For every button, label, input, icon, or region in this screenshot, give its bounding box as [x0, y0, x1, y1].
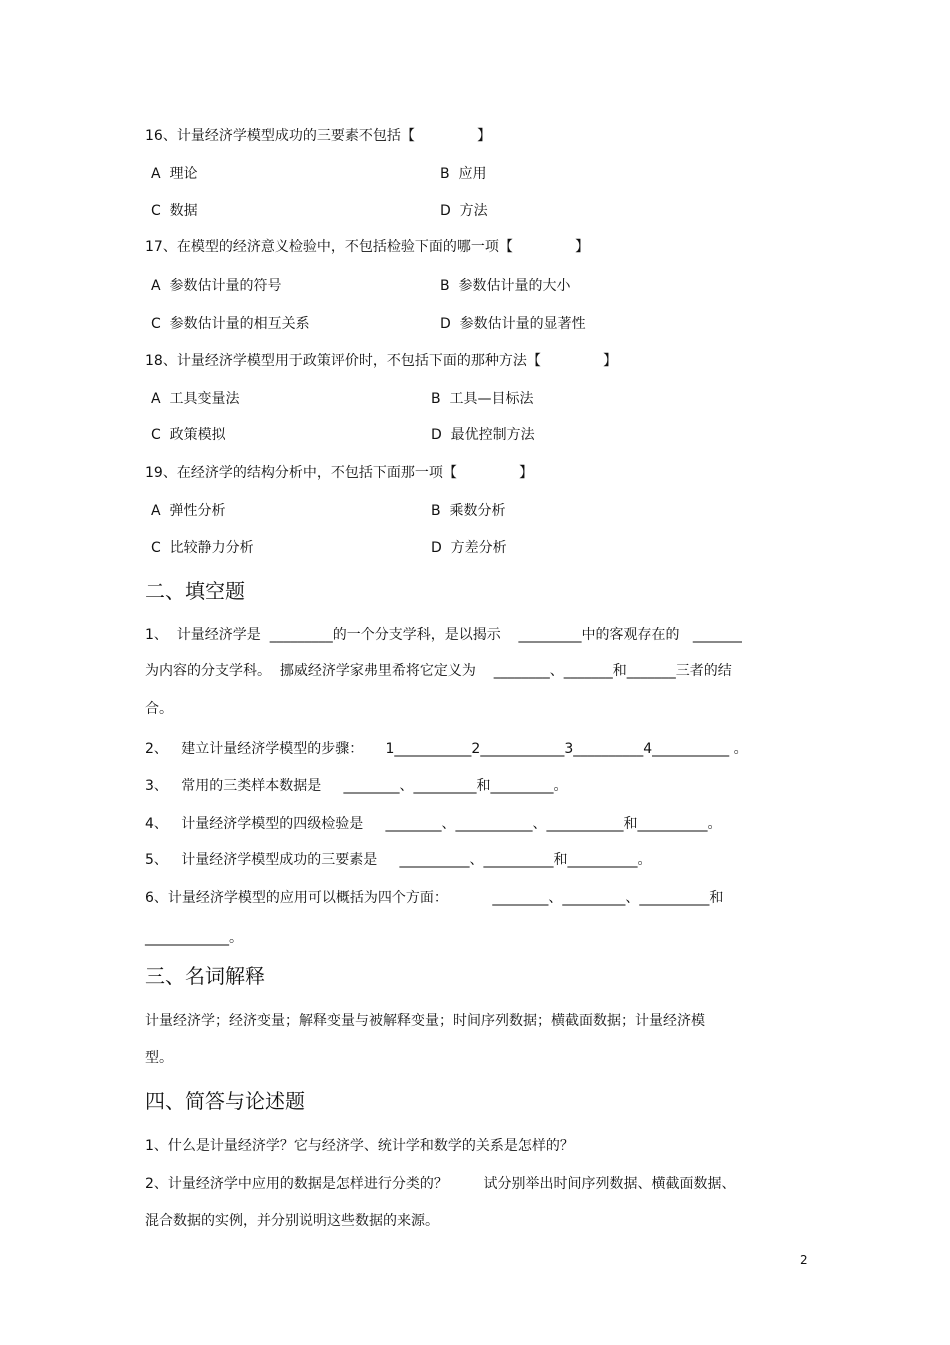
essay-heading: 四、简答与论述题	[145, 1089, 305, 1113]
terms-line-2: 型。	[145, 1050, 173, 1066]
terms-heading: 三、名词解释	[145, 964, 265, 988]
question-17-stem: 17、在模型的经济意义检验中，不包括检验下面的哪一项【 】	[145, 239, 590, 255]
question-16-option-d: D 方法	[440, 203, 488, 219]
question-17-option-a: A 参数估计量的符号	[151, 278, 282, 294]
fill-question-4: 4、 计量经济学模型的四级检验是 ________、___________、___________和__________。	[145, 816, 722, 832]
essay-question-2-line-2: 混合数据的实例，并分别说明这些数据的来源。	[145, 1213, 439, 1229]
terms-line-1: 计量经济学；经济变量；解释变量与被解释变量；时间序列数据；横截面数据；计量经济模	[145, 1013, 705, 1029]
question-19-stem: 19、在经济学的结构分析中，不包括下面那一项【 】	[145, 465, 534, 481]
question-18-option-c: C 政策模拟	[151, 427, 226, 443]
essay-question-2-line-1: 2、计量经济学中应用的数据是怎样进行分类的？ 试分别举出时间序列数据、横截面数据、	[145, 1176, 736, 1192]
question-19-option-a: A 弹性分析	[151, 503, 226, 519]
question-16-option-b: B 应用	[440, 166, 487, 182]
fill-question-6-line-2: ____________。	[145, 930, 243, 946]
question-17-option-c: C 参数估计量的相互关系	[151, 316, 310, 332]
fill-question-3: 3、 常用的三类样本数据是 ________、_________和_________。	[145, 778, 568, 794]
fill-question-1-line-2: 为内容的分支学科。 挪威经济学家弗里希将它定义为 ________、_______和_______三者的结	[145, 663, 732, 679]
question-19-option-d: D 方差分析	[431, 540, 507, 556]
fill-blank-heading: 二、填空题	[145, 579, 245, 603]
fill-question-1-line-3: 合。	[145, 701, 173, 717]
question-17-option-b: B 参数估计量的大小	[440, 278, 571, 294]
question-18-stem: 18、计量经济学模型用于政策评价时，不包括下面的那种方法【 】	[145, 353, 618, 369]
essay-question-1: 1、什么是计量经济学？它与经济学、统计学和数学的关系是怎样的？	[145, 1138, 574, 1154]
fill-question-1-line-1: 1、 计量经济学是 _________的一个分支学科，是以揭示 _________中的客观存在的 _______	[145, 627, 742, 643]
fill-question-5: 5、 计量经济学模型成功的三要素是 __________、__________和__________。	[145, 852, 652, 868]
fill-question-2: 2、 建立计量经济学模型的步骤： 1___________2____________3__________4___________ 。	[145, 741, 748, 757]
fill-question-6-line-1: 6、计量经济学模型的应用可以概括为四个方面： ________、_________、__________和	[145, 890, 724, 906]
question-17-option-d: D 参数估计量的显著性	[440, 316, 586, 332]
question-16-stem: 16、计量经济学模型成功的三要素不包括【 】	[145, 128, 492, 144]
question-16-option-c: C 数据	[151, 203, 198, 219]
question-19-option-b: B 乘数分析	[431, 503, 506, 519]
question-18-option-a: A 工具变量法	[151, 391, 240, 407]
question-18-option-b: B 工具—目标法	[431, 391, 534, 407]
page-number: 2	[800, 1253, 808, 1267]
question-19-option-c: C 比较静力分析	[151, 540, 254, 556]
question-16-option-a: A 理论	[151, 166, 198, 182]
question-18-option-d: D 最优控制方法	[431, 427, 535, 443]
